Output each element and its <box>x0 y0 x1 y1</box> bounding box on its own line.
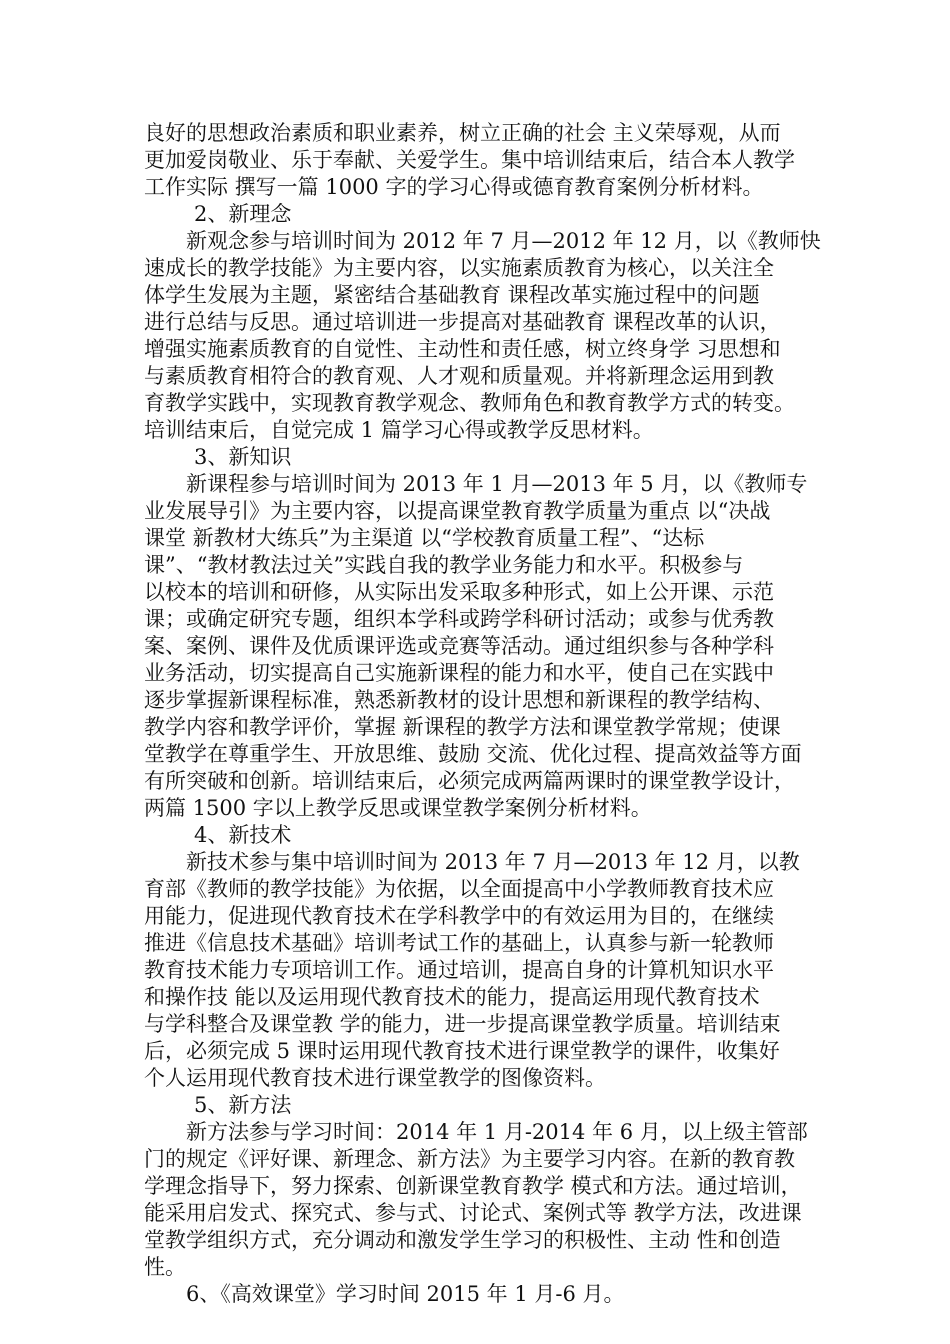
text-line: 增强实施素质教育的自觉性、主动性和责任感，树立终身学 习思想和 <box>144 337 781 361</box>
text-line: 育部《教师的教学技能》为依据，以全面提高中小学教师教育技术应 <box>144 877 774 901</box>
text-line: 速成长的教学技能》为主要内容，以实施素质教育为核心，以关注全 <box>144 256 774 280</box>
text-line: 逐步掌握新课程标准，熟悉新教材的设计思想和新课程的教学结构、 <box>144 688 774 712</box>
text-line: 个人运用现代教育技术进行课堂教学的图像资料。 <box>144 1066 606 1090</box>
text-line: 案、案例、课件及优质课评选或竞赛等活动。通过组织参与各种学科 <box>144 634 774 658</box>
section-heading: 2、新理念 <box>194 202 292 226</box>
text-line: 两篇 1500 字以上教学反思或课堂教学案例分析材料。 <box>144 796 652 820</box>
text-line: 更加爱岗敬业、乐于奉献、关爱学生。集中培训结束后，结合本人教学 <box>144 148 795 172</box>
text-line: 新方法参与学习时间：2014 年 1 月-2014 年 6 月，以上级主管部 <box>186 1120 808 1144</box>
section-heading: 3、新知识 <box>194 445 292 469</box>
text-line: 学理念指导下，努力探索、创新课堂教育教学 模式和方法。通过培训， <box>144 1174 802 1198</box>
text-line: 新课程参与培训时间为 2013 年 1 月—2013 年 5 月，以《教师专 <box>186 472 808 496</box>
text-line: 课堂 新教材大练兵”为主渠道 以“学校教育质量工程”、“达标 <box>144 526 705 550</box>
text-line: 有所突破和创新。培训结束后，必须完成两篇两课时的课堂教学设计， <box>144 769 795 793</box>
text-line: 课；或确定研究专题，组织本学科或跨学科研讨活动；或参与优秀教 <box>144 607 774 631</box>
text-line: 与素质教育相符合的教育观、人才观和质量观。并将新理念运用到教 <box>144 364 774 388</box>
text-line: 良好的思想政治素质和职业素养，树立正确的社会 主义荣辱观，从而 <box>144 121 781 145</box>
text-line: 课”、“教材教法过关”实践自我的教学业务能力和水平。积极参与 <box>144 553 744 577</box>
text-line: 以校本的培训和研修，从实际出发采取多种形式，如上公开课、示范 <box>144 580 774 604</box>
text-line: 性。 <box>144 1255 186 1279</box>
text-line: 工作实际 撰写一篇 1000 字的学习心得或德育教育案例分析材料。 <box>144 175 764 199</box>
text-line: 和操作技 能以及运用现代教育技术的能力，提高运用现代教育技术 <box>144 985 760 1009</box>
text-line: 新观念参与培训时间为 2012 年 7 月—2012 年 12 月，以《教师快 <box>186 229 821 253</box>
text-line: 门的规定《评好课、新理念、新方法》为主要学习内容。在新的教育教 <box>144 1147 795 1171</box>
text-line: 业务活动，切实提高自己实施新课程的能力和水平，使自己在实践中 <box>144 661 774 685</box>
document-page <box>144 120 824 1308</box>
section-heading: 4、新技术 <box>194 823 292 847</box>
text-line: 6、《高效课堂》学习时间 2015 年 1 月-6 月。 <box>186 1282 625 1306</box>
text-line: 与学科整合及课堂教 学的能力，进一步提高课堂教学质量。培训结束 <box>144 1012 781 1036</box>
text-line: 体学生发展为主题，紧密结合基础教育 课程改革实施过程中的问题 <box>144 283 760 307</box>
text-line: 堂教学在尊重学生、开放思维、鼓励 交流、优化过程、提高效益等方面 <box>144 742 802 766</box>
text-line: 教学内容和教学评价，掌握 新课程的教学方法和课堂教学常规；使课 <box>144 715 781 739</box>
text-line: 用能力，促进现代教育技术在学科教学中的有效运用为目的，在继续 <box>144 904 774 928</box>
text-line: 后，必须完成 5 课时运用现代教育技术进行课堂教学的课件，收集好 <box>144 1039 780 1063</box>
text-line: 教育技术能力专项培训工作。通过培训，提高自身的计算机知识水平 <box>144 958 774 982</box>
text-line: 推进《信息技术基础》培训考试工作的基础上，认真参与新一轮教师 <box>144 931 774 955</box>
text-line: 堂教学组织方式，充分调动和激发学生学习的积极性、主动 性和创造 <box>144 1228 781 1252</box>
text-line: 培训结束后，自觉完成 1 篇学习心得或教学反思材料。 <box>144 418 654 442</box>
text-line: 业发展导引》为主要内容，以提高课堂教育教学质量为重点 以“决战 <box>144 499 771 523</box>
text-line: 新技术参与集中培训时间为 2013 年 7 月—2013 年 12 月，以教 <box>186 850 800 874</box>
text-line: 能采用启发式、探究式、参与式、讨论式、案例式等 教学方法，改进课 <box>144 1201 802 1225</box>
text-line: 进行总结与反思。通过培训进一步提高对基础教育 课程改革的认识， <box>144 310 781 334</box>
section-heading: 5、新方法 <box>194 1093 292 1117</box>
text-line: 育教学实践中，实现教育教学观念、教师角色和教育教学方式的转变。 <box>144 391 795 415</box>
